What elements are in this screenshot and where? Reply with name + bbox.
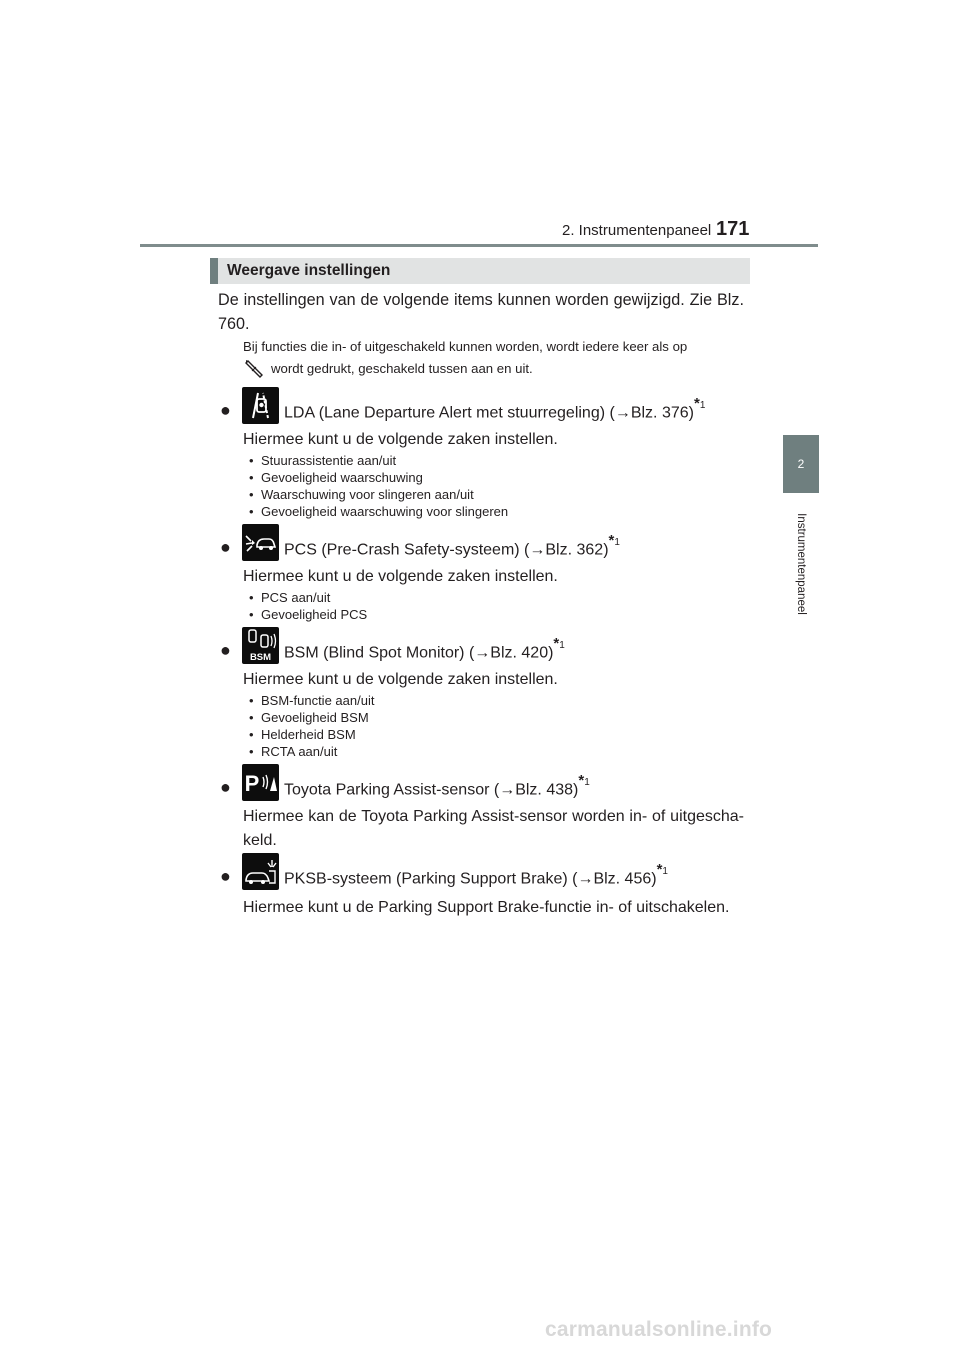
chapter-tab: 2 <box>783 435 819 493</box>
bullet-icon: ● <box>220 537 231 557</box>
chapter-tab-label <box>783 494 819 634</box>
footnote-star: * <box>608 532 615 549</box>
feature-description: Hiermee kunt u de volgende zaken instellen. <box>243 671 558 688</box>
bullet-icon: ● <box>220 866 231 886</box>
feature-description: Hiermee kunt u de volgende zaken instellen. <box>243 568 558 585</box>
list-item: • Gevoeligheid BSM <box>249 709 374 726</box>
chapter-tab-label-text: Instrumentenpaneel <box>795 513 807 615</box>
list-item: • Gevoeligheid waarschuwing voor slingeren <box>249 503 508 520</box>
feature-title-text: PCS (Pre-Crash Safety-systeem) (→Blz. 362) <box>284 541 609 559</box>
watermark: carmanualsonline.info <box>545 1318 773 1341</box>
feature-title <box>284 397 705 423</box>
feature-title <box>284 774 590 800</box>
section-heading <box>210 258 750 284</box>
bullet-icon: ● <box>220 777 231 797</box>
feature-description: Hiermee kan de Toyota Parking Assist-sensor worden in- of uitgescha-keld. <box>243 808 744 849</box>
bullet-icon: ● <box>220 640 231 660</box>
feature-title <box>284 637 565 663</box>
page-number: 171 <box>716 218 750 240</box>
feature-title-text: BSM (Blind Spot Monitor) (→Blz. 420) <box>284 644 554 662</box>
section-heading-bar <box>210 258 218 284</box>
lda-icon <box>242 387 279 424</box>
footnote-number: 1 <box>584 777 590 788</box>
list-item: • PCS aan/uit <box>249 589 367 606</box>
note-line-2 <box>243 358 533 380</box>
feature-title-text: LDA (Lane Departure Alert met stuurregeling) (→Blz. 376) <box>284 404 694 422</box>
footnote-number: 1 <box>699 400 706 411</box>
list-item: • RCTA aan/uit <box>249 743 374 760</box>
feature-description: Hiermee kunt u de Parking Support Brake-functie in- of uitschakelen. <box>243 899 730 916</box>
list-item: • Gevoeligheid PCS <box>249 606 367 623</box>
section-heading-text: Weergave instellingen <box>227 262 391 279</box>
chapter-title: 2. Instrumentenpaneel <box>562 222 712 239</box>
list-item: • Helderheid BSM <box>249 726 374 743</box>
header-rule <box>140 244 818 247</box>
feature-title-text: PKSB-systeem (Parking Support Brake) (→Blz. 456) <box>284 870 657 888</box>
footnote-number: 1 <box>662 866 668 877</box>
intro-paragraph: De instellingen van de volgende items kunnen worden gewijzigd. Zie Blz. 760. <box>218 291 744 333</box>
feature-title <box>284 534 620 560</box>
bsm-icon <box>242 627 279 664</box>
pen-button-icon <box>243 358 265 380</box>
parking-assist-icon <box>242 764 279 801</box>
footnote-marker <box>656 861 668 878</box>
parking-icon-letter: P <box>244 771 260 796</box>
list-item: • BSM-functie aan/uit <box>249 692 374 709</box>
bullet-icon: ● <box>220 400 231 420</box>
pcs-icon <box>242 524 279 561</box>
footnote-marker <box>608 532 620 549</box>
feature-description: Hiermee kunt u de volgende zaken instellen. <box>243 431 558 448</box>
pksb-icon <box>242 853 279 890</box>
note-line-1: Bij functies die in- of uitgeschakeld kunnen worden, wordt iedere keer als op <box>243 339 688 354</box>
footnote-number: 1 <box>559 640 565 651</box>
list-item: • Stuurassistentie aan/uit <box>249 452 508 469</box>
footnote-star: * <box>553 635 560 652</box>
feature-title-text: Toyota Parking Assist-sensor (→Blz. 438) <box>284 781 579 799</box>
list-item: • Waarschuwing voor slingeren aan/uit <box>249 486 508 503</box>
footnote-marker <box>693 395 706 412</box>
footnote-number: 1 <box>614 537 620 548</box>
footnote-star: * <box>578 772 585 789</box>
setting-list <box>249 589 367 623</box>
footnote-star: * <box>656 861 663 878</box>
setting-list <box>249 692 374 760</box>
setting-list <box>249 452 508 520</box>
list-item: • Gevoeligheid waarschuwing <box>249 469 508 486</box>
note-line-2-text: wordt gedrukt, geschakeld tussen aan en uit. <box>271 361 533 376</box>
bsm-icon-label: BSM <box>249 652 272 663</box>
footnote-marker <box>553 635 565 652</box>
footnote-star: * <box>693 395 700 412</box>
feature-title <box>284 863 668 889</box>
footnote-marker <box>578 772 590 789</box>
